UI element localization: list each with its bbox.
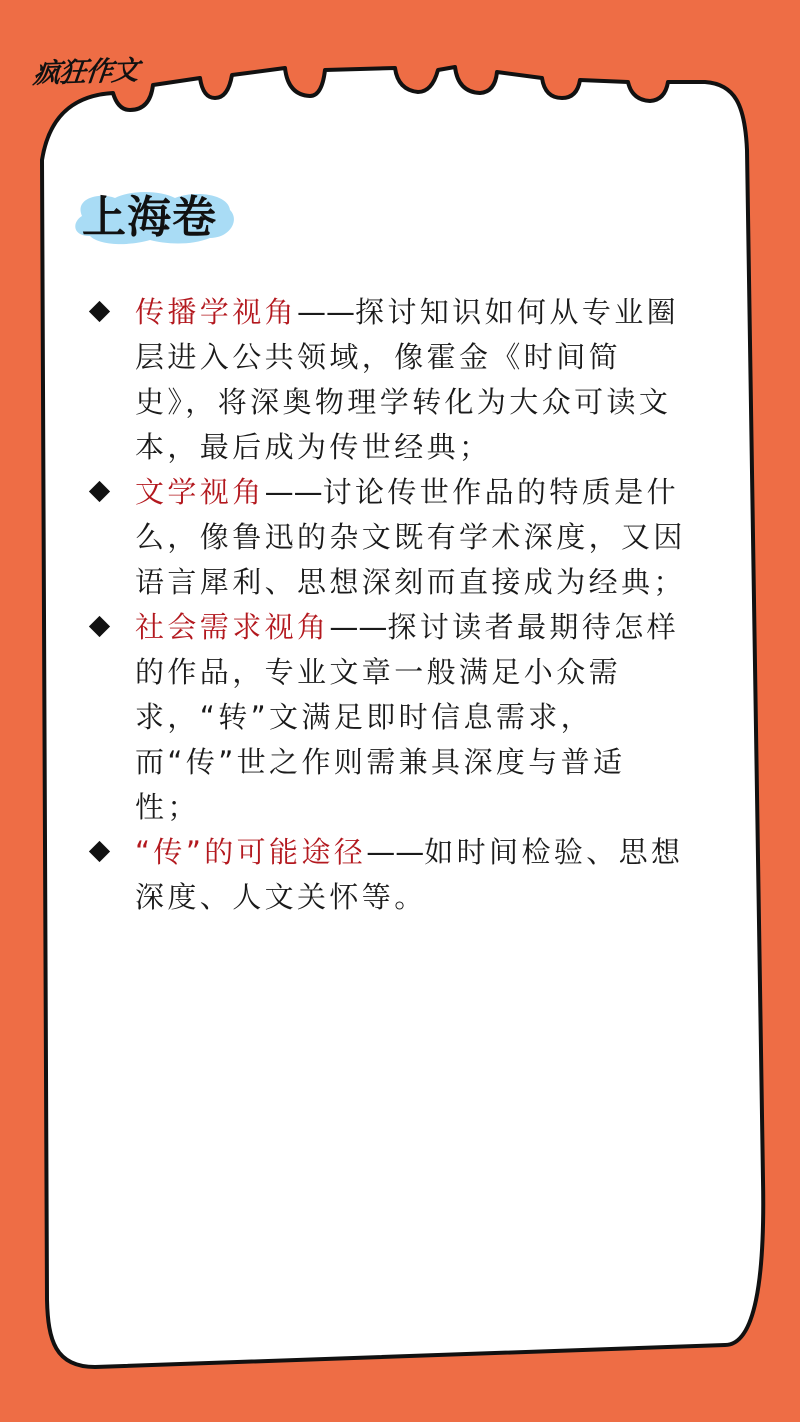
item-text: 如时间检验、思想深度、人文关怀等。 [135, 835, 684, 914]
item-dash: —— [366, 835, 425, 869]
list-item [90, 605, 690, 830]
diamond-bullet-icon [89, 841, 110, 862]
item-keyword: 传播学视角 [135, 295, 298, 329]
brand-logo: 疯狂作文 [31, 55, 140, 90]
diamond-bullet-icon [89, 616, 110, 637]
section-title [70, 188, 240, 248]
item-keyword: 文学视角 [135, 475, 265, 509]
list-item [90, 470, 690, 605]
item-dash: —— [297, 295, 356, 329]
diamond-bullet-icon [89, 481, 110, 502]
item-keyword: “传”的可能途径 [135, 835, 367, 869]
item-text: 讨论传世作品的特质是什么，像鲁迅的杂文既有学术深度，又因语言犀利、思想深刻而直接成为经典； [135, 475, 686, 599]
list-item [90, 290, 690, 470]
item-dash: —— [264, 475, 323, 509]
page-title: 上海卷 [82, 192, 217, 243]
list-item [90, 830, 690, 920]
item-keyword: 社会需求视角 [135, 610, 330, 644]
bullet-list [90, 290, 690, 920]
item-text: 探讨读者最期待怎样的作品，专业文章一般满足小众需求，“转”文满足即时信息需求，而“传”世之作则需兼具深度与普适性； [135, 610, 680, 824]
diamond-bullet-icon [89, 301, 110, 322]
item-dash: —— [329, 610, 388, 644]
item-text: 探讨知识如何从专业圈层进入公共领域，像霍金《时间简史》，将深奥物理学转化为大众可读文本，最后成为传世经典； [135, 295, 680, 464]
